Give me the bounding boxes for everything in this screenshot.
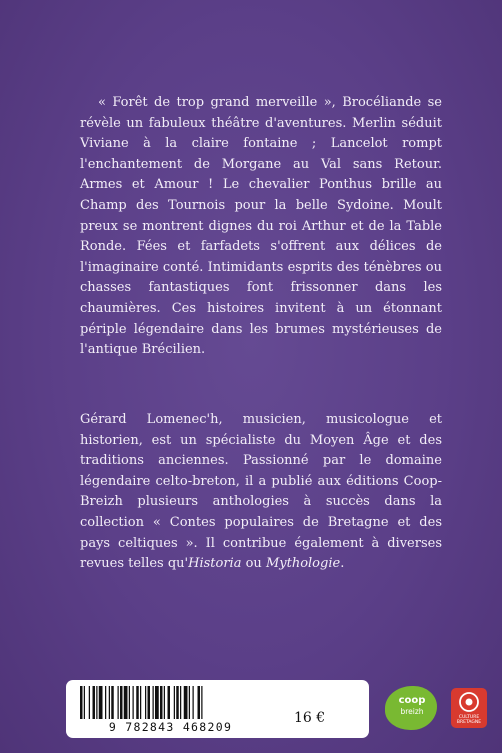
author-bio-text: Gérard Lomenec'h, musicien, musicologue et historien, est un spécialiste du Moyen Âge et des traditions anciennes. Passionné par le domaine légendaire celto-breton, il a publié aux éditions Coop-Breizh plusieurs anthologies à succès dans la collection « Contes populaires de Bretagne et des pays celtiques ». Il contribue également à diverses revues telles qu' xyxy=(80,412,442,572)
author-bio-end: . xyxy=(340,556,345,572)
culture-emblem-icon xyxy=(451,688,487,716)
journal-title-historia: Historia xyxy=(188,556,242,572)
price-label: 16 € xyxy=(294,710,326,726)
summary-text: « Forêt de trop grand merveille », Brocéliande se révèle un fabuleux théâtre d'aventures. Merlin séduit Viviane à la claire fontaine ; Lancelot rompt l'enchantement de Morgane au Val sans Retour. Armes et Amour ! Le chevalier Ponthus brille au Champ des Tournois pour la belle Sydoine. Moult preux se montrent dignes du roi Arthur et de la Table Ronde. Fées et farfadets s'offrent aux délices de l'imaginaire conté. Intimidants esprits des ténèbres ou chasses fantastiques font frissonner dans les chaumières. Ces histoires invitent à un étonnant périple légendaire dans les brumes mystérieuses de l'antique Brécilien. xyxy=(80,95,442,358)
coop-logo-text xyxy=(391,695,433,717)
author-bio xyxy=(80,410,442,575)
coop-breizh-logo xyxy=(385,686,437,730)
barcode-icon xyxy=(78,686,263,719)
barcode-label xyxy=(66,680,369,738)
journal-title-mythologie: Mythologie xyxy=(265,556,341,572)
culture-logo-text: CULTURE BRETAGNE xyxy=(456,715,482,725)
coop-logo-main: coop xyxy=(398,695,426,706)
culture-bretagne-logo xyxy=(451,688,487,728)
coop-logo-sub: breizh xyxy=(400,707,424,716)
isbn-number: 9 782843 468209 xyxy=(108,720,233,734)
author-bio-connector: ou xyxy=(241,556,266,572)
